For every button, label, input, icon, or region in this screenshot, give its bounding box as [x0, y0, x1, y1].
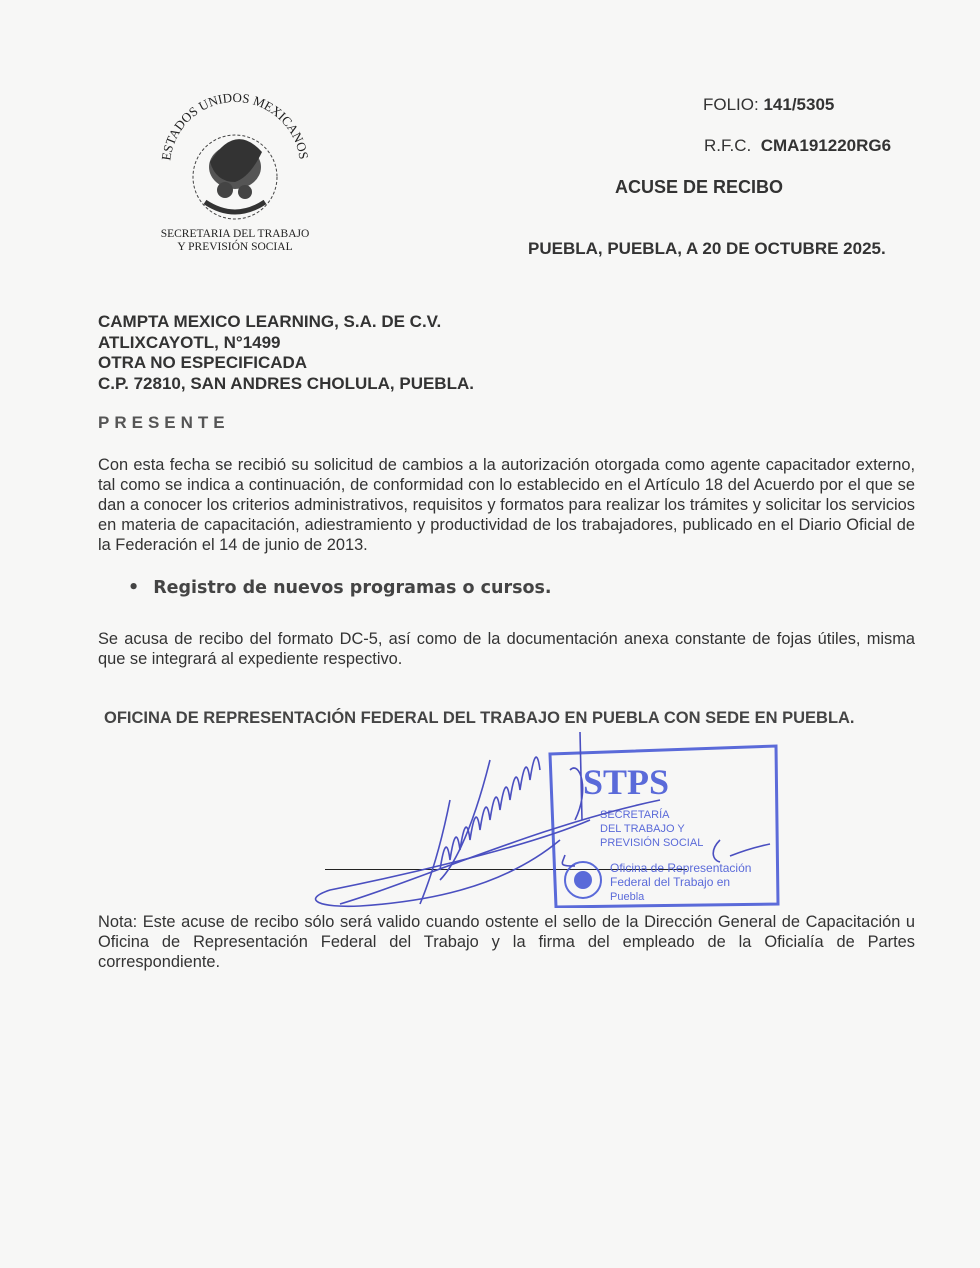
folio-value: 141/5305: [763, 95, 835, 114]
mexican-coat-of-arms-seal: [150, 82, 320, 227]
folio: [703, 95, 834, 115]
office-name: OFICINA DE REPRESENTACIÓN FEDERAL DEL TRABAJO EN PUEBLA CON SEDE EN PUEBLA.: [104, 709, 855, 727]
note-paragraph: Nota: Este acuse de recibo sólo será valido cuando ostente el sello de la Dirección General de Capacitación u Oficina de Representación Federal del Trabajo y la firma del empleado de la Oficialía de Partes correspondiente.: [98, 913, 915, 971]
recipient-street: ATLIXCAYOTL, N°1499: [98, 332, 281, 352]
date-line: PUEBLA, PUEBLA, A 20 DE OCTUBRE 2025.: [528, 239, 886, 258]
bullet-item: [128, 578, 552, 598]
signature-and-stamp: [300, 732, 780, 908]
rfc-value: CMA191220RG6: [760, 136, 892, 155]
bullet-icon: •: [128, 578, 140, 598]
recipient-name: CAMPTA MEXICO LEARNING, S.A. DE C.V.: [98, 312, 442, 331]
official-stamp: [550, 746, 778, 907]
recipient-detail: OTRA NO ESPECIFICADA: [98, 353, 308, 372]
folio-label: FOLIO:: [703, 95, 759, 114]
svg-text:ESTADOS UNIDOS MEXICANOS: ESTADOS UNIDOS MEXICANOS: [158, 89, 312, 162]
svg-text:Federal del Trabajo en: Federal del Trabajo en: [610, 875, 731, 889]
recipient-city: C.P. 72810, SAN ANDRES CHOLULA, PUEBLA.: [98, 373, 474, 393]
seal-caption-line: SECRETARIA DEL TRABAJO: [160, 228, 310, 240]
rfc-label: R.F.C.: [704, 136, 752, 155]
rfc: [704, 136, 891, 156]
recipient-address: [98, 312, 474, 394]
svg-text:Oficina de Representación: Oficina de Representación: [610, 861, 752, 875]
bullet-text: Registro de nuevos programas o cursos.: [153, 578, 552, 598]
svg-text:PREVISIÓN SOCIAL: PREVISIÓN SOCIAL: [600, 837, 704, 849]
svg-text:Puebla: Puebla: [610, 891, 645, 903]
document-title: ACUSE DE RECIBO: [615, 177, 784, 197]
seal-caption-line: Y PREVISIÓN SOCIAL: [177, 241, 293, 253]
svg-text:DEL TRABAJO Y: DEL TRABAJO Y: [600, 823, 685, 835]
presente-heading: PRESENTE: [98, 413, 230, 432]
paragraph-receipt: Se acusa de recibo del formato DC-5, así como de la documentación anexa constante de fojas útiles, misma que se integrará al expediente respectivo.: [98, 630, 915, 668]
seal-caption: [140, 228, 330, 254]
svg-text:SECRETARÍA: SECRETARÍA: [600, 809, 670, 821]
paragraph-intro: Con esta fecha se recibió su solicitud de cambios a la autorización otorgada como agente capacitador externo, tal como se indica a continuación, de conformidad con lo establecido en el Artículo 18 del Acuerdo por el que se dan a conocer los criterios administrativos, requisitos y formatos para realizar los trámites y solicitar los servicios en materia de capacitación, adiestramiento y productividad de los trabajadores, publicado en el Diario Oficial de la Federación el 14 de junio de 2013.: [98, 456, 915, 554]
svg-text:STPS: STPS: [583, 762, 670, 802]
